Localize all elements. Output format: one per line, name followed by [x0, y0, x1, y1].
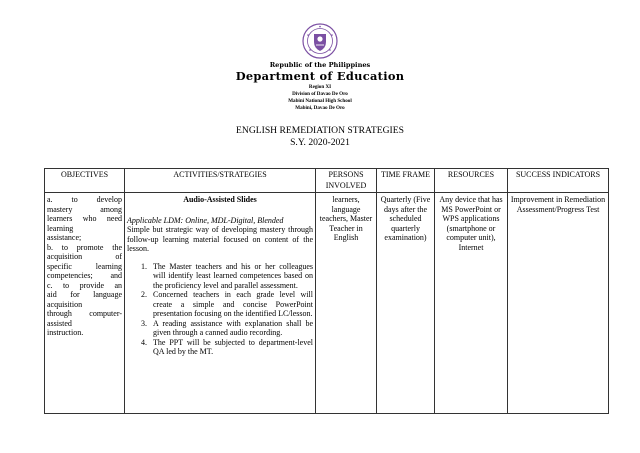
- objective-line: competencies; and: [47, 271, 122, 280]
- document-title: ENGLISH REMEDIATION STRATEGIES: [236, 125, 404, 136]
- objective-line: mastery among: [47, 204, 122, 214]
- header-activities: ACTIVITIES/STRATEGIES: [125, 169, 316, 193]
- objectives-cell: [45, 193, 125, 414]
- objective-line: through computer-: [47, 309, 122, 318]
- school-address: Mabini, Davao De Oro: [295, 105, 345, 111]
- time-frame-cell: Quarterly (Five days after the scheduled quarterly examination): [377, 193, 435, 414]
- header-objectives: OBJECTIVES: [45, 169, 125, 193]
- republic-heading: Republic of the Philippines: [269, 61, 371, 69]
- activity-intro: Simple but strategic way of developing mastery through follow-up learning material focused on content of the lesson.: [127, 225, 313, 253]
- department-heading: Department of Education: [235, 69, 405, 83]
- strategies-table: [44, 168, 609, 414]
- region-label: Region XI: [308, 84, 332, 90]
- header-resources: RESOURCES: [435, 169, 508, 193]
- success-cell: Improvement in Remediation Assessment/Progress Test: [508, 193, 609, 414]
- resources-cell: Any device that has MS PowerPoint or WPS applications (smartphone or computer unit), Internet: [435, 193, 508, 414]
- header-time-frame: TIME FRAME: [377, 169, 435, 193]
- objective-line: b. to promote the: [47, 242, 122, 252]
- school-year: S.Y. 2020-2021: [290, 137, 350, 148]
- activity-title: Audio-Assisted Slides: [183, 195, 257, 204]
- objective-line: specific learning: [47, 261, 122, 271]
- activity-step: 1. The Master teachers and his or her colleagues will identify least learned competences based on the proficiency level and parallel assessment.: [149, 262, 313, 291]
- activity-step: 3. A reading assistance with explanation shall be given through a canned audio recording.: [149, 319, 313, 338]
- objective-line: c. to provide an: [47, 280, 122, 290]
- table-row: [45, 193, 609, 414]
- school-name: Mabini National High School: [288, 98, 352, 104]
- header-success: SUCCESS INDICATORS: [508, 169, 609, 193]
- objective-line: instruction.: [47, 328, 84, 337]
- objective-line: learning: [47, 223, 74, 233]
- objective-line: assistance;: [47, 233, 82, 242]
- deped-seal-icon: [302, 23, 338, 59]
- activity-ldm: Applicable LDM: Online, MDL-Digital, Blended: [127, 215, 284, 225]
- objective-line: acquisition of: [47, 252, 122, 261]
- activity-step: 2. Concerned teachers in each grade level will create a simple and concise PowerPoint presentation focusing on the identified LC/lesson.: [149, 290, 313, 319]
- header-persons: PERSONS INVOLVED: [316, 169, 377, 193]
- objective-line: assisted: [47, 318, 72, 328]
- table-header-row: [45, 169, 609, 193]
- objective-line: learners who need: [47, 214, 122, 223]
- activities-cell: [125, 193, 316, 414]
- objective-line: aid for language: [47, 290, 122, 299]
- activity-step: 4. The PPT will be subjected to department-level QA led by the MT.: [149, 338, 313, 357]
- division-label: Division of Davao De Oro: [292, 91, 348, 97]
- persons-cell: learners, language teachers, Master Teacher in English: [316, 193, 377, 414]
- objective-line: acquisition: [47, 299, 83, 309]
- objective-line: a. to develop: [47, 195, 122, 204]
- activity-steps-list: [127, 262, 313, 357]
